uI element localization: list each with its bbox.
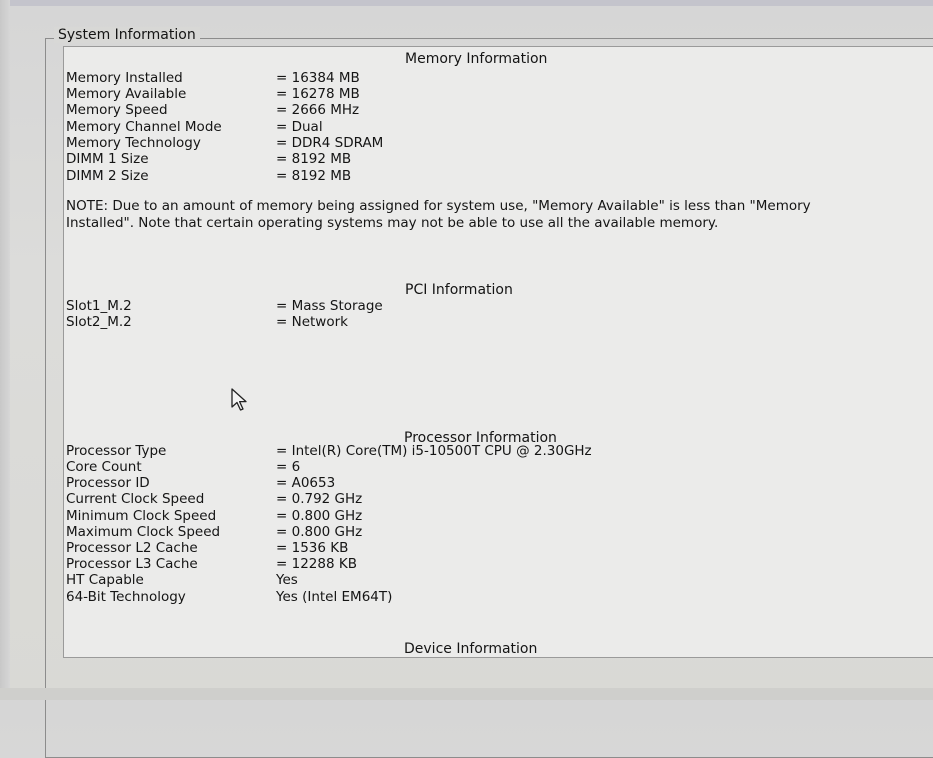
processor-row (66, 524, 362, 540)
processor-value: = 0.800 GHz (276, 508, 363, 524)
device-section-title: Device Information (404, 641, 538, 657)
processor-row (66, 491, 362, 507)
memory-row (66, 151, 351, 167)
memory-value: = DDR4 SDRAM (276, 135, 384, 151)
memory-section-title: Memory Information (405, 51, 548, 67)
memory-label: Memory Channel Mode (66, 119, 222, 135)
memory-value: = 2666 MHz (276, 102, 360, 118)
pci-value: = Network (276, 314, 348, 330)
processor-value: = Intel(R) Core(TM) i5-10500T CPU @ 2.30GHz (276, 443, 592, 459)
processor-label: Processor L3 Cache (66, 556, 198, 572)
processor-label: Processor ID (66, 475, 150, 491)
panel-bottom-edge (0, 688, 933, 700)
memory-label: Memory Speed (66, 102, 168, 118)
memory-value: = 8192 MB (276, 168, 352, 184)
processor-label: Processor Type (66, 443, 167, 459)
memory-row (66, 168, 351, 184)
processor-label: Minimum Clock Speed (66, 508, 217, 524)
memory-row (66, 135, 383, 151)
processor-row (66, 572, 298, 588)
memory-row (66, 70, 360, 86)
memory-value: = 8192 MB (276, 151, 352, 167)
pci-label: Slot1_M.2 (66, 298, 132, 314)
pci-row (66, 298, 383, 314)
processor-row (66, 540, 348, 556)
window-left-edge (0, 0, 10, 700)
processor-row (66, 459, 300, 475)
memory-label: DIMM 2 Size (66, 168, 149, 184)
pci-value: = Mass Storage (276, 298, 383, 314)
processor-value: = 0.800 GHz (276, 524, 363, 540)
memory-label: Memory Installed (66, 70, 183, 86)
processor-value: = A0653 (276, 475, 336, 491)
memory-label: Memory Available (66, 86, 187, 102)
processor-row (66, 475, 335, 491)
processor-value: = 6 (276, 459, 301, 475)
memory-label: DIMM 1 Size (66, 151, 149, 167)
processor-label: Core Count (66, 459, 142, 475)
processor-row (66, 589, 392, 605)
processor-label: Processor L2 Cache (66, 540, 198, 556)
processor-value: = 12288 KB (276, 556, 357, 572)
memory-row (66, 102, 359, 118)
processor-row (66, 443, 592, 459)
processor-value: = 1536 KB (276, 540, 349, 556)
memory-row (66, 86, 360, 102)
processor-value: Yes (Intel EM64T) (276, 589, 393, 605)
memory-value: = 16278 MB (276, 86, 360, 102)
group-title: System Information (54, 27, 200, 43)
processor-label: Maximum Clock Speed (66, 524, 221, 540)
memory-value: = 16384 MB (276, 70, 360, 86)
processor-row (66, 556, 357, 572)
pci-section-title: PCI Information (405, 282, 513, 298)
processor-value: Yes (276, 572, 298, 588)
pci-label: Slot2_M.2 (66, 314, 132, 330)
window-top-edge (0, 0, 933, 6)
memory-note: NOTE: Due to an amount of memory being assigned for system use, "Memory Available" is less than "Memory Installed". Note that certain operating systems may not be able to use all the available memory. (66, 198, 811, 231)
mouse-pointer-icon (230, 388, 252, 414)
memory-row (66, 119, 323, 135)
processor-label: 64-Bit Technology (66, 589, 186, 605)
processor-value: = 0.792 GHz (276, 491, 363, 507)
memory-value: = Dual (276, 119, 323, 135)
processor-label: Current Clock Speed (66, 491, 205, 507)
memory-label: Memory Technology (66, 135, 201, 151)
processor-section-title: Processor Information (404, 430, 557, 446)
processor-label: HT Capable (66, 572, 144, 588)
pci-row (66, 314, 348, 330)
processor-row (66, 508, 362, 524)
